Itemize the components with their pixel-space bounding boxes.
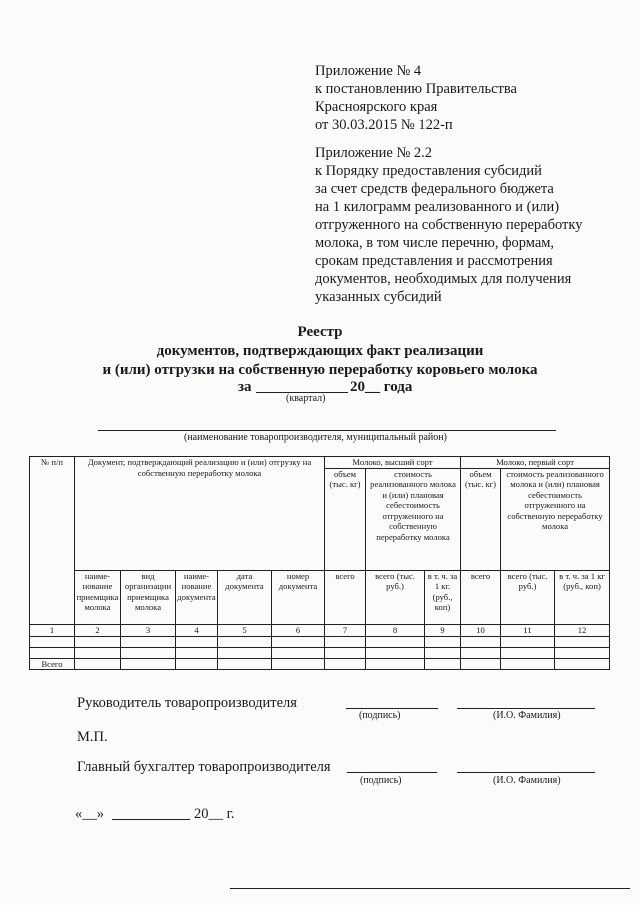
header-cost-top: стоимость реализованного молока и (или) плановая себестоимость отгруженного на собственную переработку молока bbox=[366, 468, 461, 570]
col-number: 2 bbox=[75, 624, 121, 636]
col-number: 4 bbox=[176, 624, 218, 636]
appendix-4-line: Приложение № 4 bbox=[315, 63, 422, 79]
appendix-4-line: Красноярского края bbox=[315, 99, 438, 115]
accountant-sign-line bbox=[347, 772, 437, 773]
header-total-volume-top: всего bbox=[325, 570, 366, 624]
appendix-22-line: к Порядку предоставления субсидий bbox=[315, 163, 542, 179]
accountant-fio-line bbox=[457, 772, 595, 773]
registry-subtitle-2: и (или) отгрузки на собственную переработку коровьего молока bbox=[102, 362, 538, 378]
accountant-fio-caption: (И.О. Фамилия) bbox=[493, 775, 561, 786]
appendix-4-line: от 30.03.2015 № 122-п bbox=[315, 117, 453, 133]
appendix-22-line: отгруженного на собственную переработку bbox=[315, 217, 583, 233]
producer-caption: (наименование товаропроизводителя, муниципальный район) bbox=[184, 432, 447, 443]
date-day: «__» bbox=[75, 806, 104, 822]
header-receiver-name: наиме- нование приемщика молока bbox=[75, 570, 121, 624]
header-doc-name: наиме- нование документа bbox=[176, 570, 218, 624]
header-first-grade: Молоко, первый сорт bbox=[461, 457, 610, 469]
col-number: 1 bbox=[30, 624, 75, 636]
col-number: 7 bbox=[325, 624, 366, 636]
col-number: 3 bbox=[121, 624, 176, 636]
registry-title: Реестр bbox=[297, 324, 343, 340]
appendix-22-block bbox=[315, 144, 582, 306]
date-year: 20__ г. bbox=[194, 806, 235, 822]
col-number: 5 bbox=[218, 624, 272, 636]
appendix-22-line: за счет средств федерального бюджета bbox=[315, 181, 554, 197]
col-number: 6 bbox=[272, 624, 325, 636]
col-number: 8 bbox=[366, 624, 425, 636]
header-top-grade: Молоко, высший сорт bbox=[325, 457, 461, 469]
quarter-caption: (квартал) bbox=[286, 393, 326, 404]
total-label: Всего bbox=[30, 658, 75, 670]
bottom-rule bbox=[230, 888, 630, 889]
head-label: Руководитель товаропроизводителя bbox=[77, 695, 297, 711]
header-per-kg-first: в т. ч. за 1 кг (руб., коп) bbox=[555, 570, 610, 624]
head-fio-line bbox=[457, 708, 595, 709]
header-total-rub-top: всего (тыс. руб.) bbox=[366, 570, 425, 624]
appendix-22-line: срокам представления и рассмотрения bbox=[315, 253, 553, 269]
total-row bbox=[30, 658, 610, 670]
table-row bbox=[30, 647, 610, 658]
period-year: 20__ года bbox=[350, 379, 413, 395]
appendix-4-block bbox=[315, 62, 517, 134]
header-cost-first: стоимость реализованного молока и (или) плановая себестоимость отгруженного на собственную переработку молока bbox=[501, 468, 610, 570]
header-per-kg-top: в т. ч. за 1 кг. (руб., коп) bbox=[425, 570, 461, 624]
col-number: 9 bbox=[425, 624, 461, 636]
table-row bbox=[30, 636, 610, 647]
head-sign-line bbox=[346, 708, 438, 709]
col-number: 11 bbox=[501, 624, 555, 636]
header-number: № п/п bbox=[30, 457, 75, 625]
header-doc-number: номер документа bbox=[272, 570, 325, 624]
period-za: за bbox=[238, 379, 252, 395]
registry-table bbox=[29, 456, 610, 670]
header-document: Документ, подтверждающий реализацию и (или) отгрузку на собственную переработку молока bbox=[75, 457, 325, 571]
appendix-22-line: Приложение № 2.2 bbox=[315, 145, 433, 161]
header-total-volume-first: всего bbox=[461, 570, 501, 624]
appendix-22-line: молока, в том числе перечню, формам, bbox=[315, 235, 555, 251]
head-sign-caption: (подпись) bbox=[359, 710, 401, 721]
header-doc-date: дата документа bbox=[218, 570, 272, 624]
header-volume-top: объем (тыс. кг) bbox=[325, 468, 366, 570]
producer-blank-line bbox=[98, 430, 556, 431]
stamp-place: М.П. bbox=[77, 729, 108, 745]
header-volume-first: объем (тыс. кг) bbox=[461, 468, 501, 570]
head-fio-caption: (И.О. Фамилия) bbox=[493, 710, 561, 721]
appendix-22-line: на 1 килограмм реализованного и (или) bbox=[315, 199, 560, 215]
date-month-line bbox=[112, 819, 190, 820]
accountant-label: Главный бухгалтер товаропроизводителя bbox=[77, 759, 331, 775]
col-number: 10 bbox=[461, 624, 501, 636]
header-total-rub-first: всего (тыс. руб.) bbox=[501, 570, 555, 624]
appendix-22-line: указанных субсидий bbox=[315, 289, 442, 305]
appendix-22-line: документов, необходимых для получения bbox=[315, 271, 572, 287]
accountant-sign-caption: (подпись) bbox=[360, 775, 402, 786]
appendix-4-line: к постановлению Правительства bbox=[315, 81, 517, 97]
header-org-type: вид организации приемщика молока bbox=[121, 570, 176, 624]
registry-subtitle-1: документов, подтверждающих факт реализации bbox=[156, 343, 484, 359]
col-number: 12 bbox=[555, 624, 610, 636]
